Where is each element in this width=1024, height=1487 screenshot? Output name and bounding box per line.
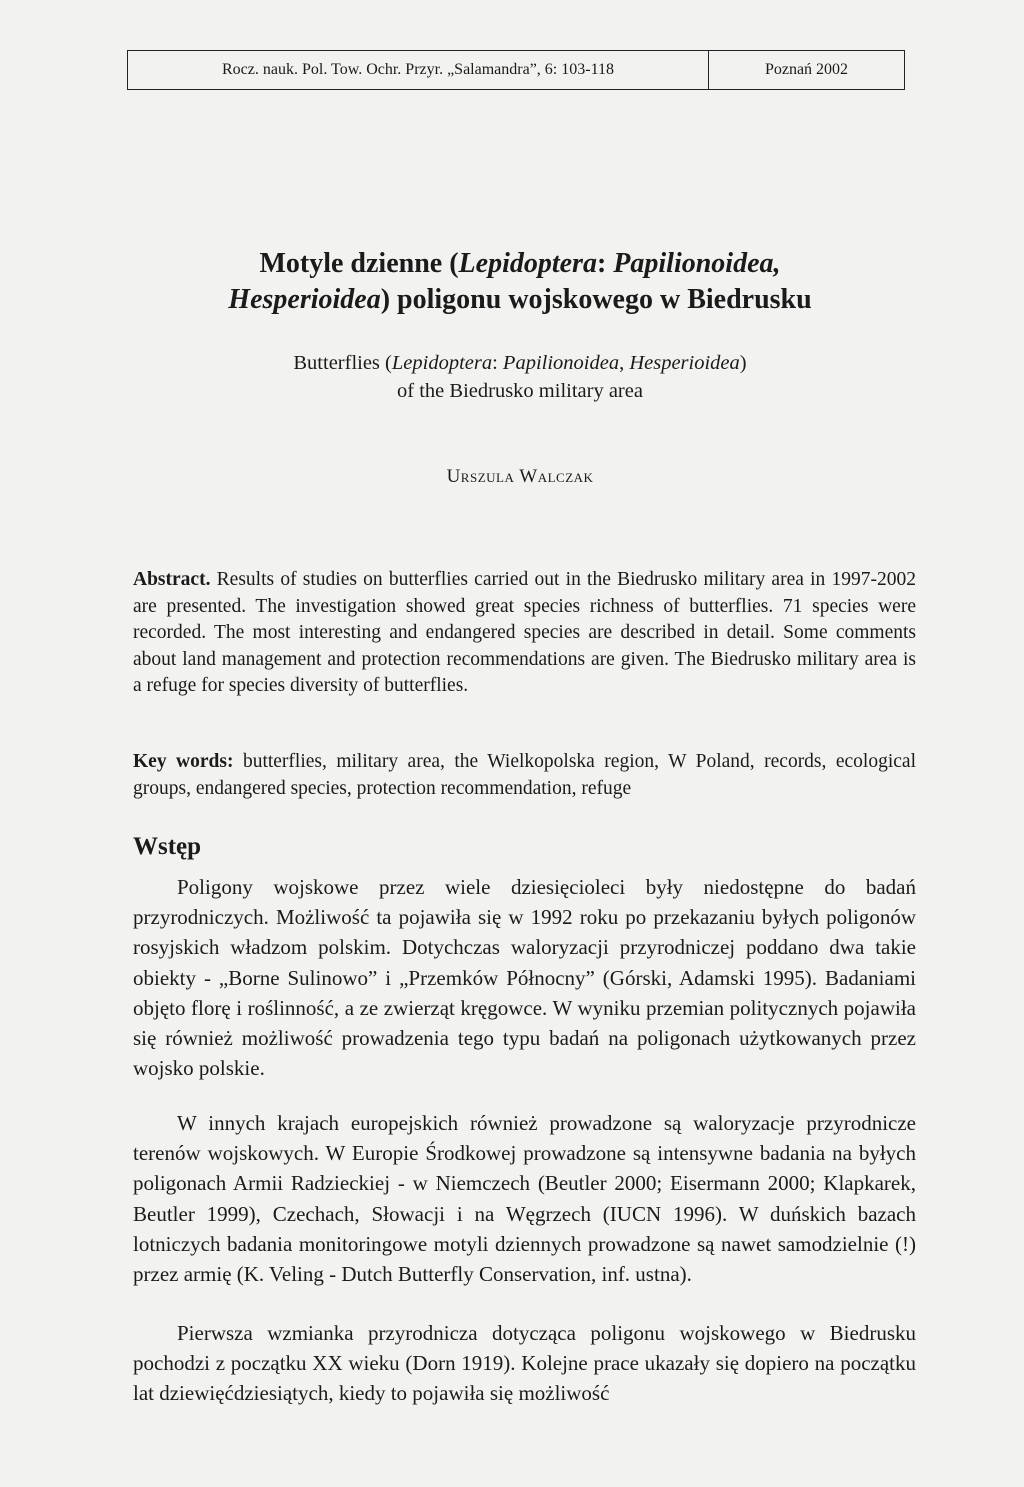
paragraph-1: Poligony wojskowe przez wiele dziesięcioleci były niedostępne do badań przyrodniczych. Możliwość ta pojawiła się w 1992 roku po przekazaniu byłych poligonów rosyjskich władzom polskim. Dotychczas waloryzacji przyrodniczej poddano dwa takie obiekty - „Borne Sulinowo” i „Przemków Północny” (Górski, Adamski 1995). Badaniami objęto florę i roślinność, a ze zwierząt kręgowce. W wyniku przemian politycznych pojawiła się również możliwość prowadzenia tego typu badań na poligonach użytkowanych przez wojsko polskie.	[133, 875, 916, 1081]
abstract-label: Abstract.	[133, 569, 211, 590]
abstract	[133, 567, 916, 700]
author-name: Urszula Walczak	[446, 466, 594, 487]
keywords	[133, 749, 916, 802]
journal-citation: Rocz. nauk. Pol. Tow. Ochr. Przyr. „Salamandra”, 6: 103-118	[128, 51, 709, 89]
journal-header	[127, 50, 905, 90]
article-title: Motyle dzienne (Lepidoptera: Papilionoidea, Hesperioidea) poligonu wojskowego w Biedrusku	[228, 248, 812, 315]
journal-place-year: Poznań 2002	[764, 61, 849, 78]
abstract-text: Results of studies on butterflies carried out in the Biedrusko military area in 1997-2002 are presented. The investigation showed great species richness of butterflies. 71 species were recorded. The most interesting and endangered species are described in detail. Some comments about land management and protection recommendations are given. The Biedrusko military area is a refuge for species diversity of butterflies.	[133, 569, 916, 696]
paragraph-3: Pierwsza wzmianka przyrodnicza dotycząca poligonu wojskowego w Biedrusku pochodzi z początku XX wieku (Dorn 1919). Kolejne prace ukazały się dopiero na początku lat dziewięćdziesiątych, kiedy to pojawiła się możliwość	[133, 1321, 916, 1406]
keywords-label: Key words:	[133, 751, 234, 772]
article-subtitle: Butterflies (Lepidoptera: Papilionoidea, Hesperioidea) of the Biedrusko military area	[293, 352, 747, 402]
keywords-text: butterflies, military area, the Wielkopolska region, W Poland, records, ecological groups, endangered species, protection recommendation, refuge	[133, 751, 916, 799]
paragraph-2: W innych krajach europejskich również prowadzone są waloryzacje przyrodnicze terenów wojskowych. W Europie Środkowej prowadzone są intensywne badania na byłych poligonach Armii Radzieckiej - w Niemczech (Beutler 2000; Eisermann 2000; Klapkarek, Beutler 1999), Czechach, Słowacji i na Węgrzech (IUCN 1996). W duńskich bazach lotniczych badania monitoringowe motyli dziennych prowadzone są nawet samodzielnie (!) przez armię (K. Veling - Dutch Butterfly Conservation, inf. ustna).	[133, 1111, 916, 1287]
section-heading: Wstęp	[133, 833, 202, 860]
